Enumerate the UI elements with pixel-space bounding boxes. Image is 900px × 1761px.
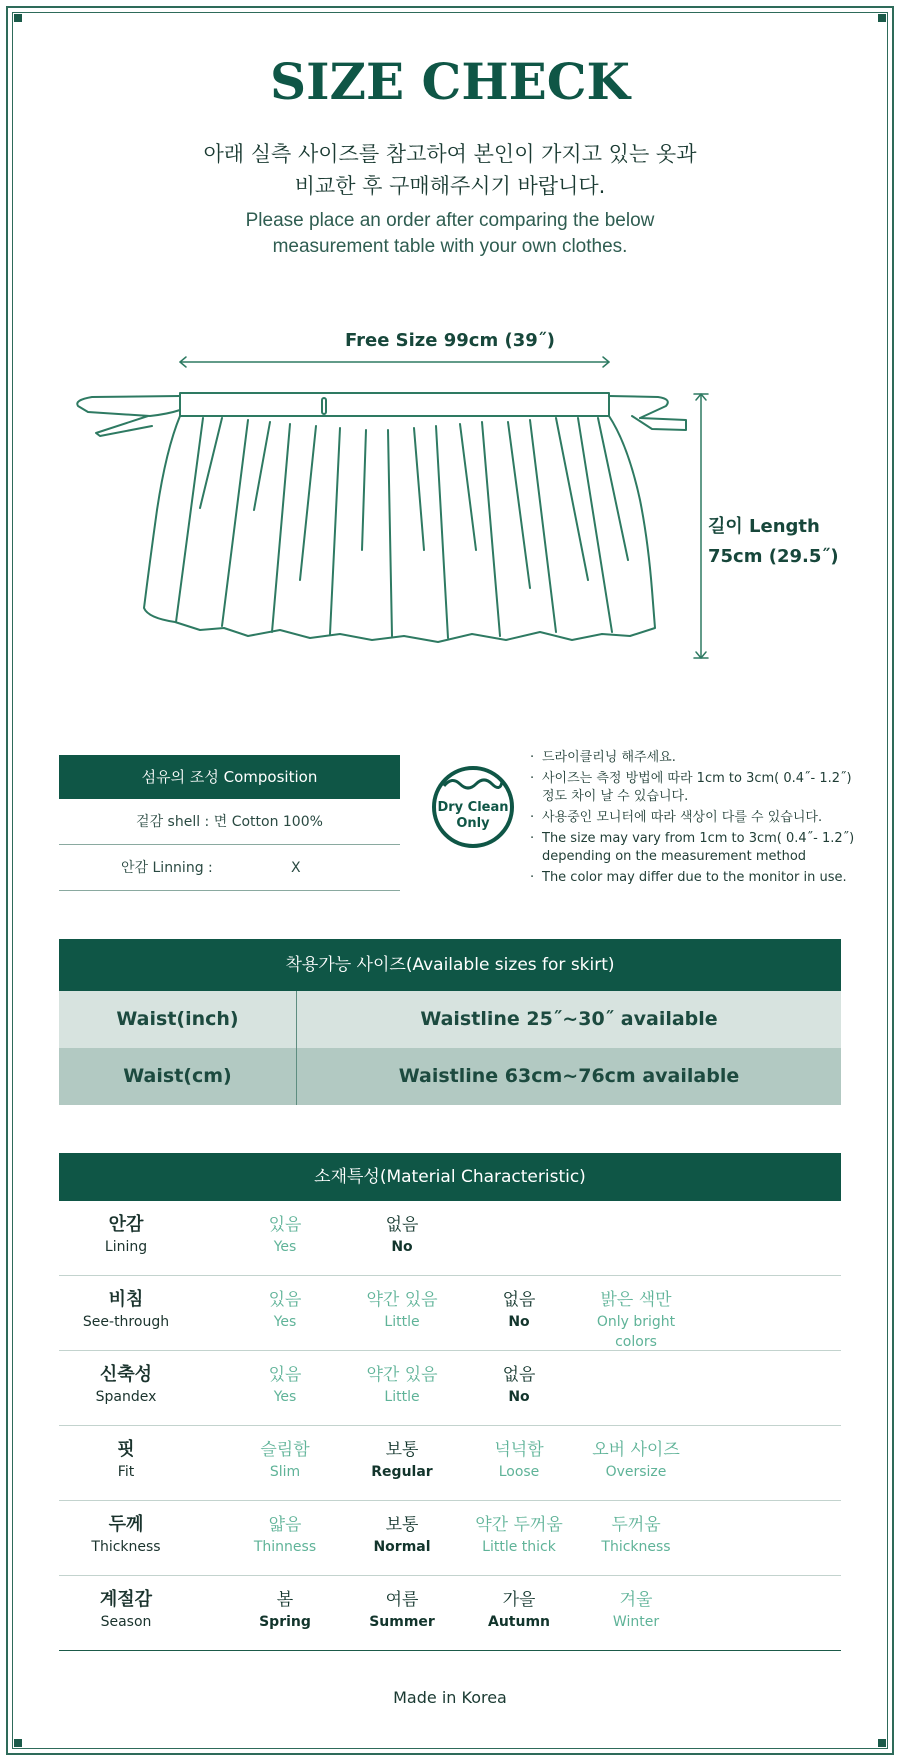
corner-mark bbox=[14, 1739, 22, 1747]
material-option bbox=[464, 1513, 574, 1557]
material-option-en: Autumn bbox=[487, 1614, 550, 1630]
material-option-selected bbox=[347, 1438, 457, 1482]
material-option-kr: 있음 bbox=[268, 1290, 302, 1310]
material-option-kr: 겨울 bbox=[619, 1590, 653, 1610]
material-option-kr: 없음 bbox=[385, 1215, 419, 1235]
material-option-kr: 슬림함 bbox=[260, 1440, 310, 1460]
corner-mark bbox=[878, 14, 886, 22]
material-option-kr: 약간 있음 bbox=[366, 1365, 438, 1385]
material-attribute-kr: 두께 bbox=[108, 1514, 144, 1535]
material-option-selected bbox=[347, 1513, 457, 1557]
material-option-en: Thinness bbox=[253, 1539, 317, 1555]
available-sizes-header: 착용가능 사이즈(Available sizes for skirt) bbox=[59, 939, 841, 991]
material-option-en: Little bbox=[384, 1389, 420, 1405]
intro-korean bbox=[0, 138, 900, 202]
material-option-kr: 얇음 bbox=[268, 1515, 302, 1535]
material-option-kr: 보통 bbox=[385, 1515, 419, 1535]
material-option-kr: 없음 bbox=[502, 1365, 536, 1385]
material-option-en: No bbox=[391, 1239, 413, 1255]
intro-en-line: Please place an order after comparing the below bbox=[245, 210, 655, 231]
material-attribute-kr: 신축성 bbox=[99, 1364, 153, 1385]
material-option bbox=[230, 1513, 340, 1557]
material-option-kr: 약간 있음 bbox=[366, 1290, 438, 1310]
dry-clean-text bbox=[436, 800, 510, 832]
material-option-selected bbox=[464, 1288, 574, 1332]
material-attribute-en: Lining bbox=[104, 1239, 148, 1255]
composition-lining-row bbox=[59, 845, 400, 891]
material-attribute-en: Spandex bbox=[95, 1389, 157, 1405]
care-note: · 사이즈는 측정 방법에 따라 1cm to 3cm( 0.4˝- 1.2˝) 정도 차이 날 수 있습니다. bbox=[530, 770, 860, 806]
material-option-selected bbox=[230, 1588, 340, 1632]
material-attribute-kr: 계절감 bbox=[99, 1589, 153, 1610]
material-option-kr: 약간 두꺼움 bbox=[475, 1515, 563, 1535]
material-option-en: No bbox=[508, 1314, 530, 1330]
material-option-en: Yes bbox=[273, 1389, 297, 1405]
wave-icon bbox=[442, 772, 504, 794]
material-attribute bbox=[71, 1438, 181, 1482]
material-option-selected bbox=[464, 1588, 574, 1632]
corner-mark bbox=[14, 14, 22, 22]
corner-mark bbox=[878, 1739, 886, 1747]
material-attribute bbox=[71, 1363, 181, 1407]
material-option-en: Slim bbox=[269, 1464, 301, 1480]
material-option-selected bbox=[464, 1363, 574, 1407]
material-option bbox=[230, 1438, 340, 1482]
material-option bbox=[230, 1363, 340, 1407]
material-attribute-en: Fit bbox=[117, 1464, 135, 1480]
available-key: Waist(inch) bbox=[59, 991, 297, 1048]
material-header: 소재특성(Material Characteristic) bbox=[59, 1153, 841, 1201]
material-option-kr: 오버 사이즈 bbox=[592, 1440, 680, 1460]
material-option bbox=[581, 1588, 691, 1632]
available-value: Waistline 25˝~30˝ available bbox=[420, 1008, 718, 1030]
material-attribute-en: Season bbox=[100, 1614, 152, 1630]
material-option bbox=[230, 1213, 340, 1257]
material-option-kr: 봄 bbox=[276, 1590, 294, 1610]
intro-english bbox=[0, 208, 900, 260]
material-row bbox=[59, 1501, 841, 1576]
care-note: · The color may differ due to the monitor in use. bbox=[530, 869, 860, 887]
material-option bbox=[464, 1438, 574, 1482]
material-option-en: Little thick bbox=[482, 1539, 556, 1555]
length-label bbox=[708, 512, 839, 572]
material-option-kr: 없음 bbox=[502, 1290, 536, 1310]
material-row bbox=[59, 1201, 841, 1276]
material-attribute bbox=[71, 1288, 181, 1332]
composition-header: 섬유의 조성 Composition bbox=[59, 755, 400, 799]
intro-kr-line: 아래 실측 사이즈를 참고하여 본인이 가지고 있는 옷과 bbox=[203, 142, 697, 166]
material-attribute-kr: 안감 bbox=[108, 1214, 144, 1235]
material-attribute bbox=[71, 1588, 181, 1632]
material-option-kr: 보통 bbox=[385, 1440, 419, 1460]
material-option-en: Oversize bbox=[605, 1464, 667, 1480]
material-option-en: Loose bbox=[498, 1464, 540, 1480]
material-option-kr: 여름 bbox=[385, 1590, 419, 1610]
care-note: · 드라이클리닝 해주세요. bbox=[530, 749, 860, 767]
material-option-en: Yes bbox=[273, 1239, 297, 1255]
material-option-en: Regular bbox=[371, 1464, 433, 1480]
material-option-en: Thickness bbox=[601, 1539, 671, 1555]
available-key: Waist(cm) bbox=[59, 1048, 297, 1105]
care-note: · 사용중인 모니터에 따라 색상이 다를 수 있습니다. bbox=[530, 809, 860, 827]
material-attribute-kr: 비침 bbox=[108, 1289, 144, 1310]
material-option-kr: 넉넉함 bbox=[494, 1440, 544, 1460]
available-row-cm bbox=[59, 1048, 841, 1105]
material-option-en: Only bright colors bbox=[596, 1314, 676, 1350]
dry-clean-badge bbox=[432, 766, 514, 848]
length-label-kr: 길이 Length bbox=[708, 516, 820, 537]
material-option bbox=[230, 1288, 340, 1332]
width-label: Free Size 99cm (39˝) bbox=[344, 330, 556, 351]
dry-clean-line: Dry Clean bbox=[437, 800, 509, 815]
dry-clean-line: Only bbox=[456, 816, 490, 831]
available-value: Waistline 63cm~76cm available bbox=[398, 1065, 740, 1087]
composition-lining-label: 안감 Linning : bbox=[121, 860, 213, 876]
material-option-en: Yes bbox=[273, 1314, 297, 1330]
intro-en-line: measurement table with your own clothes. bbox=[272, 236, 628, 257]
page-title: SIZE CHECK bbox=[270, 52, 630, 111]
material-option-en: Winter bbox=[612, 1614, 660, 1630]
material-option-kr: 가을 bbox=[502, 1590, 536, 1610]
material-table-bottom-rule bbox=[59, 1650, 841, 1651]
composition-shell: 겉감 shell : 면 Cotton 100% bbox=[136, 814, 323, 830]
length-label-value: 75cm (29.5˝) bbox=[708, 546, 839, 567]
material-option-en: Normal bbox=[373, 1539, 431, 1555]
composition-lining-value: X bbox=[291, 860, 301, 876]
material-option-selected bbox=[347, 1588, 457, 1632]
material-attribute-en: Thickness bbox=[91, 1539, 161, 1555]
material-option-en: Spring bbox=[259, 1614, 311, 1630]
composition-shell-row bbox=[59, 799, 400, 845]
material-option-en: Summer bbox=[369, 1614, 435, 1630]
material-attribute bbox=[71, 1513, 181, 1557]
material-option bbox=[347, 1288, 457, 1332]
material-option-selected bbox=[347, 1213, 457, 1257]
care-notes bbox=[530, 749, 860, 890]
material-option-en: No bbox=[508, 1389, 530, 1405]
material-option-kr: 두꺼움 bbox=[611, 1515, 661, 1535]
material-option-kr: 있음 bbox=[268, 1365, 302, 1385]
available-row-inch bbox=[59, 991, 841, 1048]
material-row bbox=[59, 1426, 841, 1501]
material-option-kr: 밝은 색만 bbox=[600, 1290, 672, 1310]
made-in-label: Made in Korea bbox=[393, 1688, 507, 1707]
care-note: · The size may vary from 1cm to 3cm( 0.4˝- 1.2˝) depending on the measurement method bbox=[530, 830, 860, 866]
material-attribute bbox=[71, 1213, 181, 1257]
material-attribute-kr: 핏 bbox=[117, 1439, 135, 1460]
material-option bbox=[581, 1288, 691, 1352]
material-row bbox=[59, 1276, 841, 1351]
material-row bbox=[59, 1576, 841, 1651]
intro-kr-line: 비교한 후 구매해주시기 바랍니다. bbox=[294, 174, 606, 198]
material-option-en: Little bbox=[384, 1314, 420, 1330]
material-row bbox=[59, 1351, 841, 1426]
material-option bbox=[347, 1363, 457, 1407]
material-option bbox=[581, 1513, 691, 1557]
material-option-kr: 있음 bbox=[268, 1215, 302, 1235]
material-option bbox=[581, 1438, 691, 1482]
material-attribute-en: See-through bbox=[82, 1314, 170, 1330]
